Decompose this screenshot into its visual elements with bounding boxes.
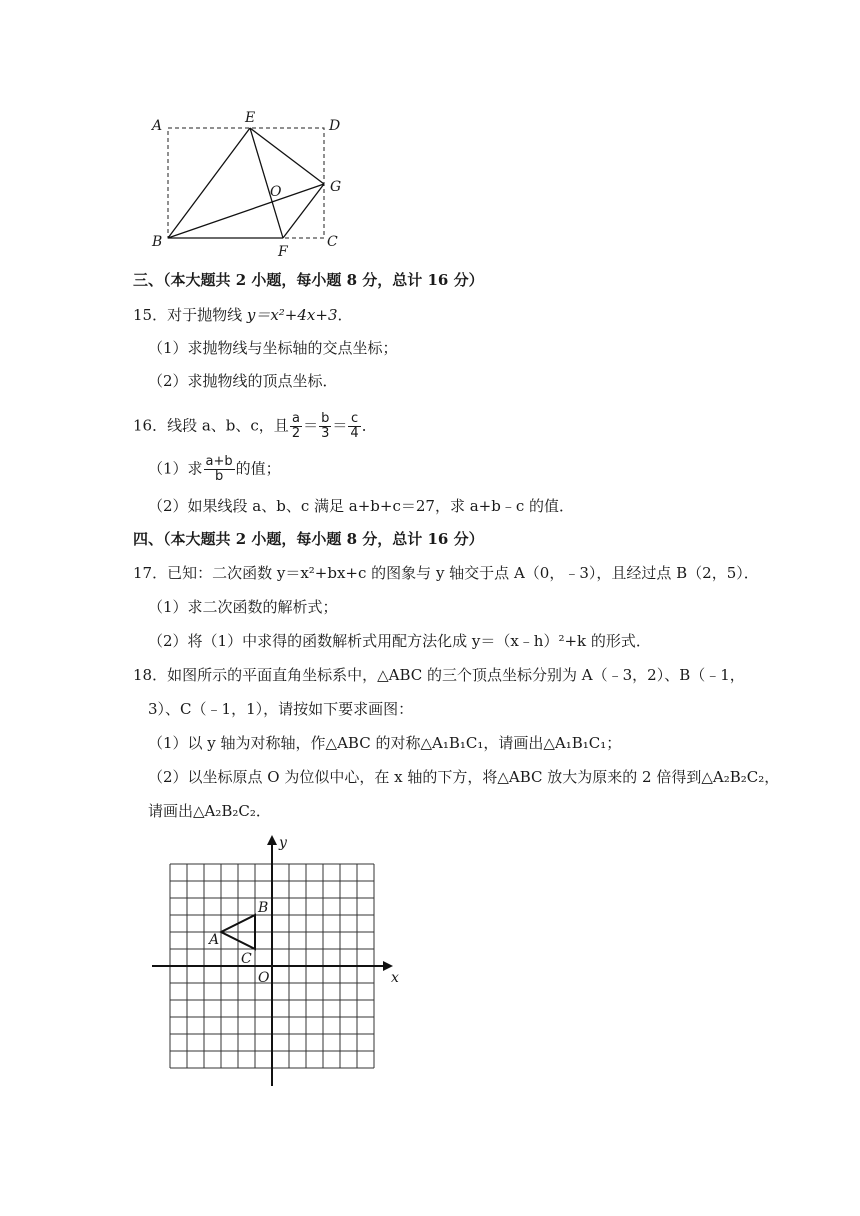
q16-eq1: ＝ — [303, 416, 319, 435]
q16-frac1-num: a — [290, 412, 302, 427]
point-label-C: C — [241, 951, 252, 967]
segment-BG — [168, 184, 324, 238]
q16-eq2: ＝ — [332, 416, 348, 435]
section-4-title: 四、（本大题共 2 小题，每小题 8 分，总计 16 分） — [133, 530, 484, 548]
q15-stem-prefix: 15．对于抛物线 — [133, 306, 247, 324]
q16-frac2-den: 3 — [321, 426, 330, 441]
segment-EF — [250, 128, 283, 238]
q16-frac3-den: 4 — [350, 426, 359, 441]
segment-EG — [250, 128, 324, 184]
label-G: G — [330, 179, 342, 195]
q15-part2: （2）求抛物线的顶点坐标． — [148, 372, 338, 390]
q16-frac2-num: b — [319, 412, 331, 427]
origin-label: O — [258, 970, 270, 986]
label-B: B — [152, 234, 163, 250]
q16-frac3 — [348, 412, 360, 441]
dashed-rectangle — [168, 128, 324, 238]
q16-part2: （2）如果线段 a、b、c 满足 a+b+c＝27，求 a+b﹣c 的值． — [148, 497, 575, 515]
label-D: D — [329, 118, 341, 134]
geometry-figure-rectangle — [140, 105, 360, 265]
label-E: E — [245, 110, 256, 126]
label-A: A — [152, 118, 163, 134]
q18-part2-line2: 请画出△A₂B₂C₂． — [148, 802, 271, 820]
point-label-A: A — [209, 932, 220, 948]
y-axis-label: y — [279, 835, 287, 851]
q16-part1-frac — [204, 455, 235, 484]
q16-frac3-num: c — [348, 412, 360, 427]
section-3-title: 三、（本大题共 2 小题，每小题 8 分，总计 16 分） — [133, 271, 484, 289]
point-label-B: B — [258, 900, 269, 916]
q17-part1: （1）求二次函数的解析式； — [148, 598, 338, 616]
label-C: C — [327, 234, 338, 250]
q16-part1-prefix: （1）求 — [148, 459, 203, 478]
x-axis-label: x — [391, 970, 399, 986]
q16-stem-prefix: 16．线段 a、b、c，且 — [133, 416, 289, 435]
q16-stem — [133, 412, 377, 441]
q16-frac1-den: 2 — [291, 426, 301, 441]
q17-part2: （2）将（1）中求得的函数解析式用配方法化成 y＝（x﹣h）²+k 的形式． — [148, 632, 651, 650]
q18-part1: （1）以 y 轴为对称轴，作△ABC 的对称△A₁B₁C₁，请画出△A₁B₁C₁； — [148, 734, 622, 752]
q18-stem-line1: 18．如图所示的平面直角坐标系中，△ABC 的三个顶点坐标分别为 A（﹣3，2）、B（﹣1， — [133, 666, 745, 684]
q16-part1 — [148, 455, 281, 484]
coordinate-grid-figure — [140, 828, 420, 1090]
q15-stem-suffix: ． — [337, 306, 353, 324]
q15-stem — [133, 305, 353, 325]
q17-stem: 17．已知：二次函数 y＝x²+bx+c 的图象与 y 轴交于点 A（0，﹣3），且经过点 B（2，5）． — [133, 564, 759, 582]
q16-part1-suffix: 的值； — [235, 459, 281, 478]
y-axis-arrow — [267, 835, 277, 845]
q16-frac1 — [290, 412, 302, 441]
q18-stem-line2: 3）、C（﹣1，1），请按如下要求画图： — [148, 700, 414, 718]
q15-formula: y＝x²+4x+3 — [246, 306, 338, 324]
segment-BE — [168, 128, 250, 238]
q16-part1-frac-den: b — [214, 469, 224, 484]
q16-stem-suffix: ． — [361, 416, 377, 435]
label-F: F — [278, 244, 288, 260]
label-O: O — [270, 184, 282, 200]
q15-part1: （1）求抛物线与坐标轴的交点坐标； — [148, 339, 398, 357]
segment-FG — [283, 184, 324, 238]
q18-part2-line1: （2）以坐标原点 O 为位似中心，在 x 轴的下方，将△ABC 放大为原来的 2 倍得到△A₂B₂C₂， — [148, 768, 780, 786]
q16-frac2 — [319, 412, 331, 441]
q16-part1-frac-num: a+b — [205, 454, 233, 469]
